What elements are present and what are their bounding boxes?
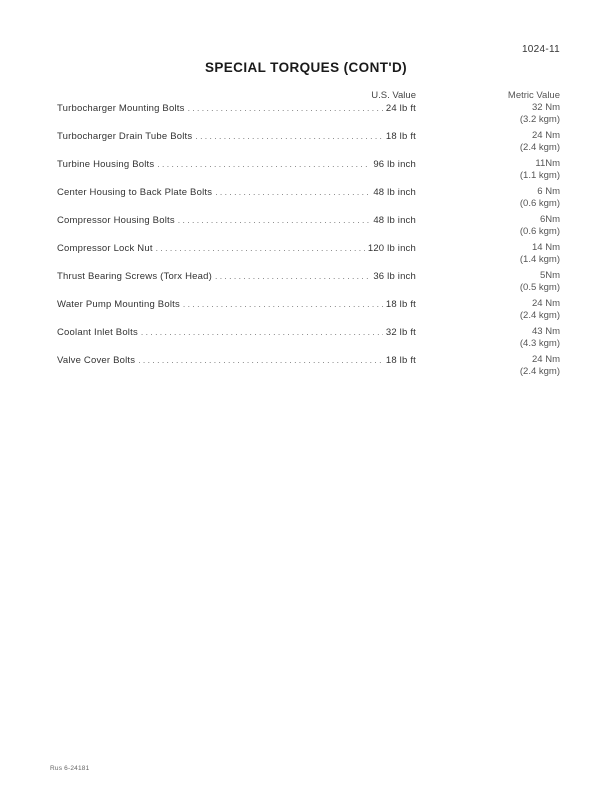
metric-torque-kgm: (3.2 kgm) bbox=[519, 113, 560, 125]
dot-leader bbox=[188, 102, 383, 114]
metric-torque-cell bbox=[470, 270, 560, 293]
torque-row bbox=[0, 102, 612, 130]
metric-torque-cell bbox=[470, 102, 560, 125]
torque-row bbox=[0, 270, 612, 298]
dot-leader bbox=[141, 326, 383, 338]
us-torque-value: 18 lb ft bbox=[385, 355, 416, 366]
metric-torque-value: 32 Nm bbox=[532, 102, 560, 113]
dot-leader bbox=[156, 242, 365, 254]
us-torque-value: 36 lb inch bbox=[373, 271, 416, 282]
torque-row bbox=[0, 214, 612, 242]
dot-leader bbox=[215, 186, 370, 198]
spec-line bbox=[57, 130, 416, 143]
page-number: 1024-11 bbox=[521, 44, 560, 55]
dot-leader bbox=[178, 214, 371, 226]
metric-torque-value: 24 Nm bbox=[532, 130, 560, 141]
dot-leader bbox=[157, 158, 370, 170]
us-torque-value: 24 lb ft bbox=[385, 103, 416, 114]
component-name: Coolant Inlet Bolts bbox=[57, 327, 138, 338]
metric-torque-kgm: (4.3 kgm) bbox=[519, 337, 560, 349]
metric-torque-value: 11Nm bbox=[535, 158, 560, 169]
spec-line bbox=[57, 102, 416, 115]
component-name: Compressor Lock Nut bbox=[57, 243, 153, 254]
metric-torque-cell bbox=[470, 214, 560, 237]
metric-torque-cell bbox=[470, 158, 560, 181]
component-name: Turbine Housing Bolts bbox=[57, 159, 155, 170]
us-torque-value: 32 lb ft bbox=[385, 327, 416, 338]
dot-leader bbox=[183, 298, 383, 310]
component-name: Center Housing to Back Plate Bolts bbox=[57, 187, 213, 198]
metric-torque-kgm: (0.6 kgm) bbox=[519, 225, 560, 237]
spec-line bbox=[57, 270, 416, 283]
metric-torque-cell bbox=[470, 354, 560, 377]
us-torque-value: 48 lb inch bbox=[373, 215, 416, 226]
us-torque-value: 18 lb ft bbox=[385, 131, 416, 142]
metric-torque-value: 5Nm bbox=[539, 270, 560, 281]
metric-torque-cell bbox=[470, 326, 560, 349]
spec-line bbox=[57, 158, 416, 171]
spec-line bbox=[57, 186, 416, 199]
torque-row bbox=[0, 130, 612, 158]
spec-line bbox=[57, 242, 416, 255]
metric-torque-kgm: (2.4 kgm) bbox=[519, 309, 560, 321]
component-name: Turbocharger Mounting Bolts bbox=[57, 103, 185, 114]
component-name: Thrust Bearing Screws (Torx Head) bbox=[57, 271, 212, 282]
metric-torque-kgm: (1.4 kgm) bbox=[519, 253, 560, 265]
page-title: SPECIAL TORQUES (CONT'D) bbox=[204, 60, 408, 75]
dot-leader bbox=[215, 270, 370, 282]
torque-row bbox=[0, 298, 612, 326]
spec-line bbox=[57, 298, 416, 311]
dot-leader bbox=[195, 130, 383, 142]
spec-line bbox=[57, 214, 416, 227]
component-name: Compressor Housing Bolts bbox=[57, 215, 175, 226]
footer-code: Rus 6-24181 bbox=[50, 765, 90, 772]
dot-leader bbox=[138, 354, 383, 366]
torque-row bbox=[0, 186, 612, 214]
component-name: Water Pump Mounting Bolts bbox=[57, 299, 180, 310]
metric-torque-cell bbox=[470, 130, 560, 153]
spec-line bbox=[57, 354, 416, 367]
metric-torque-cell bbox=[470, 186, 560, 209]
metric-torque-value: 24 Nm bbox=[532, 354, 560, 365]
metric-torque-value: 14 Nm bbox=[532, 242, 560, 253]
torque-row bbox=[0, 326, 612, 354]
torque-row bbox=[0, 242, 612, 270]
component-name: Valve Cover Bolts bbox=[57, 355, 136, 366]
torque-row bbox=[0, 354, 612, 382]
metric-value-column-header: Metric Value bbox=[507, 90, 560, 101]
us-torque-value: 96 lb inch bbox=[373, 159, 416, 170]
metric-torque-cell bbox=[470, 298, 560, 321]
torque-row bbox=[0, 158, 612, 186]
metric-torque-value: 6Nm bbox=[539, 214, 560, 225]
component-name: Turbocharger Drain Tube Bolts bbox=[57, 131, 193, 142]
metric-torque-value: 24 Nm bbox=[532, 298, 560, 309]
metric-torque-cell bbox=[470, 242, 560, 265]
metric-torque-kgm: (0.5 kgm) bbox=[519, 281, 560, 293]
metric-torque-kgm: (1.1 kgm) bbox=[519, 169, 560, 181]
metric-torque-value: 43 Nm bbox=[532, 326, 560, 337]
us-torque-value: 48 lb inch bbox=[373, 187, 416, 198]
us-torque-value: 18 lb ft bbox=[385, 299, 416, 310]
metric-torque-kgm: (2.4 kgm) bbox=[519, 365, 560, 377]
metric-torque-value: 6 Nm bbox=[537, 186, 560, 197]
metric-torque-kgm: (0.6 kgm) bbox=[519, 197, 560, 209]
us-value-column-header: U.S. Value bbox=[371, 90, 416, 101]
us-torque-value: 120 lb inch bbox=[367, 243, 416, 254]
metric-torque-kgm: (2.4 kgm) bbox=[519, 141, 560, 153]
spec-line bbox=[57, 326, 416, 339]
torque-specification-list bbox=[0, 102, 612, 382]
